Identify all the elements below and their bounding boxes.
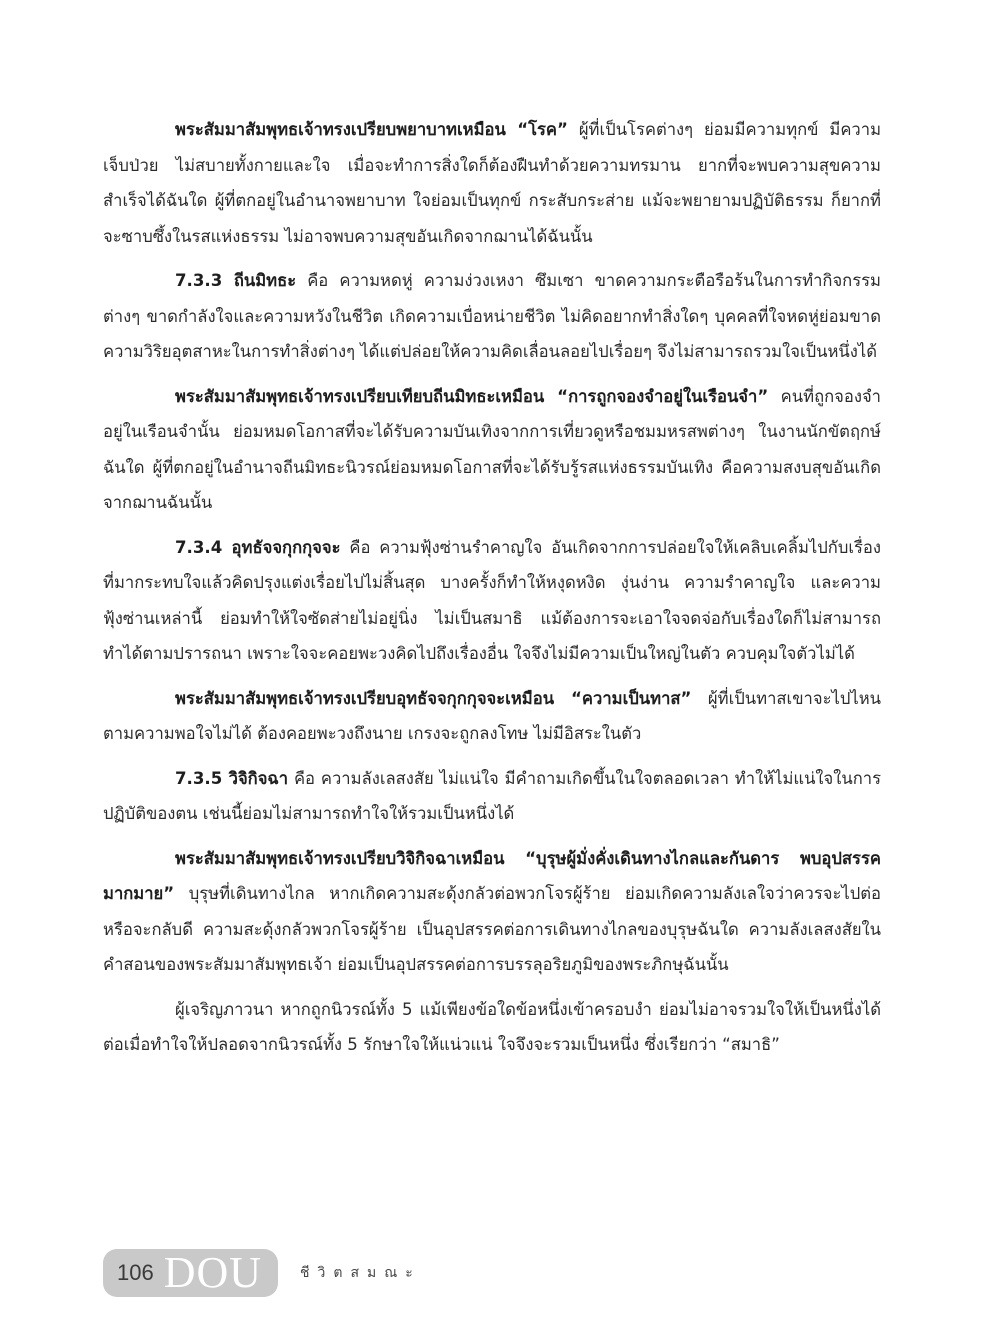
paragraph-conclusion xyxy=(103,992,881,1063)
page-body xyxy=(103,112,881,1072)
paragraph-lead: พระสัมมาสัมพุทธเจ้าทรงเปรียบพยาบาทเหมือน “โรค” xyxy=(175,120,568,139)
paragraph-uddhacca-slave xyxy=(103,681,881,752)
paragraph-text: คนที่ถูกจองจำอยู่ในเรือนจำนั้น ย่อมหมดโอกาสที่จะได้รับความบันเทิงจากการเที่ยวดูหรือชมมหรสพต่างๆ ในงานนักขัตฤกษ์ฉันใด ผู้ที่ตกอยู่ในอำนาจถีนมิทธะนิวรณ์ย่อมหมดโอกาสที่จะได้รับรู้รสแห่งธรรมบันเทิง คือความสงบสุขอันเกิดจากฌานฉันนั้น xyxy=(103,386,881,512)
paragraph-lead: พระสัมมาสัมพุทธเจ้าทรงเปรียบเทียบถีนมิทธะเหมือน “การถูกจองจำอยู่ในเรือนจำ” xyxy=(175,386,769,406)
section-heading-7-3-3: 7.3.3 ถีนมิทธะ xyxy=(175,271,297,290)
footer-badge xyxy=(103,1249,278,1297)
paragraph-lead: พระสัมมาสัมพุทธเจ้าทรงเปรียบวิจิกิจฉาเหมือน “บุรุษผู้มั่งคั่งเดินทางไกลและกันดาร พบอุปสรรคมากมาย” xyxy=(103,848,881,903)
paragraph-lead: พระสัมมาสัมพุทธเจ้าทรงเปรียบอุทธัจจกุกกุจจะเหมือน “ความเป็นทาส” xyxy=(175,688,692,708)
paragraph-thinamiddha-prison xyxy=(103,379,881,521)
section-heading-7-3-5: 7.3.5 วิจิกิจฉา xyxy=(175,768,289,788)
paragraph-thinamiddha xyxy=(103,263,881,370)
page-footer xyxy=(103,1248,421,1298)
paragraph-vicikiccha xyxy=(103,761,881,832)
paragraph-text: คือ ความหดหู่ ความง่วงเหงา ซึมเซา ขาดความกระตือรือร้นในการทำกิจกรรมต่างๆ ขาดกำลังใจและความหวังในชีวิต เกิดความเบื่อหน่ายชีวิต ไม่คิดอยากทำสิ่งใดๆ บุคคลที่ใจหดหู่ย่อมขาดความวิริยอุตสาหะในการทำสิ่งต่างๆ ได้แต่ปล่อยให้ความคิดเลื่อนลอยไปเรื่อยๆ จึงไม่สามารถรวมใจเป็นหนึ่งได้ xyxy=(103,271,881,361)
paragraph-uddhacca xyxy=(103,530,881,672)
paragraph-text: ผู้ที่เป็นทาสเขาจะไปไหนตามความพอใจไม่ได้ ต้องคอยพะวงถึงนาย เกรงจะถูกลงโทษ ไม่มีอิสระในตัว xyxy=(103,688,881,743)
paragraph-text: คือ ความลังเลสงสัย ไม่แน่ใจ มีคำถามเกิดขึ้นในใจตลอดเวลา ทำให้ไม่แน่ใจในการปฏิบัติของตน เช่นนี้ย่อมไม่สามารถทำใจให้รวมเป็นหนึ่งได้ xyxy=(103,768,881,823)
dou-logo: DOU xyxy=(163,1248,263,1297)
paragraph-anger-disease xyxy=(103,112,881,254)
paragraph-text: คือ ความฟุ้งซ่านรำคาญใจ อันเกิดจากการปล่อยใจให้เคลิบเคลิ้มไปกับเรื่องที่มากระทบใจแล้วคิดปรุงแต่งเรื่อยไปไม่สิ้นสุด บางครั้งก็ทำให้หงุดหงิด งุ่นง่าน ความรำคาญใจ และความฟุ้งซ่านเหล่านี้ ย่อมทำให้ใจซัดส่ายไม่อยู่นิ่ง ไม่เป็นสมาธิ แม้ต้องการจะเอาใจจดจ่อกับเรื่องใดก็ไม่สามารถทำได้ตามปรารถนา เพราะใจจะคอยพะวงคิดไปถึงเรื่องอื่น ใจจึงไม่มีความเป็นใหญ่ในตัว ควบคุมใจตัวไม่ได้ xyxy=(103,537,882,663)
paragraph-vicikiccha-traveler xyxy=(103,841,881,983)
paragraph-text: บุรุษที่เดินทางไกล หากเกิดความสะดุ้งกลัวต่อพวกโจรผู้ร้าย ย่อมเกิดความลังเลใจว่าควรจะไปต่อหรือจะกลับดี ความสะดุ้งกลัวพวกโจรผู้ร้าย เป็นอุปสรรคต่อการเดินทางไกลของบุรุษฉันใด ความลังเลสงสัยในคำสอนของพระสัมมาสัมพุทธเจ้า ย่อมเป็นอุปสรรคต่อการบรรลุอริยภูมิของพระภิกษุฉันนั้น xyxy=(103,884,881,974)
paragraph-text: ผู้เจริญภาวนา หากถูกนิวรณ์ทั้ง 5 แม้เพียงข้อใดข้อหนึ่งเข้าครอบงำ ย่อมไม่อาจรวมใจให้เป็นหนึ่งได้ ต่อเมื่อทำใจให้ปลอดจากนิวรณ์ทั้ง 5 รักษาใจให้แน่วแน่ ใจจึงจะรวมเป็นหนึ่ง ซึ่งเรียกว่า “สมาธิ” xyxy=(103,999,881,1054)
page-number: 106 xyxy=(117,1260,154,1285)
paragraph-text: ผู้ที่เป็นโรคต่างๆ ย่อมมีความทุกข์ มีความเจ็บป่วย ไม่สบายทั้งกายและใจ เมื่อจะทำการสิ่งใดก็ต้องฝืนทำด้วยความทรมาน ยากที่จะพบความสุขความสำเร็จได้ฉันใด ผู้ที่ตกอยู่ในอำนาจพยาบาท ใจย่อมเป็นทุกข์ กระสับกระส่าย แม้จะพยายามปฏิบัติธรรม ก็ยากที่จะซาบซึ้งในรสแห่งธรรม ไม่อาจพบความสุขอันเกิดจากฌานได้ฉันนั้น xyxy=(103,120,882,246)
section-heading-7-3-4: 7.3.4 อุทธัจจกุกกุจจะ xyxy=(175,537,341,557)
book-title: ชีวิตสมณะ xyxy=(300,1265,421,1281)
